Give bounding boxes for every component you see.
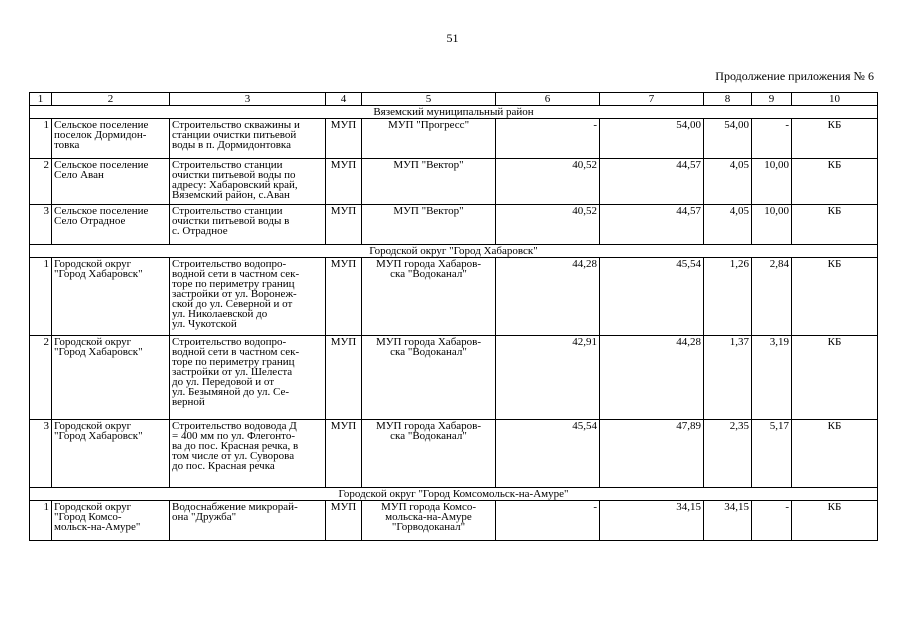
row-number: 1: [30, 119, 52, 159]
row-number: 3: [30, 205, 52, 245]
cell-line: ул. Безымяной до ул. Се-: [172, 386, 289, 398]
value-cell-9: -: [752, 501, 792, 541]
section-title: Городской округ "Город Комсомольск-на-Амуре": [30, 488, 878, 501]
cell-line: мольск-на-Амуре": [54, 521, 141, 533]
section-row: [30, 488, 878, 501]
cell-line: Сельское поселение: [54, 119, 149, 131]
cell-line: воды в п. Дормидонтовка: [172, 139, 291, 151]
cell-line: Строительство скважины и: [172, 119, 300, 131]
column-number: 6: [496, 93, 600, 106]
cell-line: мольска-на-Амуре: [385, 511, 472, 523]
table-row: [30, 205, 878, 245]
cell-line: торе по периметру границ: [172, 356, 295, 368]
cell-line: "Город Комсо-: [54, 511, 122, 523]
page-number: 51: [446, 31, 459, 45]
cell-line: застройки от ул. Воронеж-: [172, 288, 297, 300]
column-number: 7: [600, 93, 704, 106]
project-description-cell: [170, 159, 326, 205]
value-cell-9: 3,19: [752, 336, 792, 420]
funding-source-cell: КБ: [792, 258, 878, 336]
table-row: [30, 336, 878, 420]
value-cell-9: 10,00: [752, 159, 792, 205]
row-number: 1: [30, 501, 52, 541]
table-row: [30, 420, 878, 488]
section-row: [30, 245, 878, 258]
column-number: 8: [704, 93, 752, 106]
cell-line: она "Дружба": [172, 511, 237, 523]
org-type-cell: МУП: [326, 420, 362, 488]
cell-line: Сельское поселение: [54, 205, 149, 217]
value-cell-9: 5,17: [752, 420, 792, 488]
cell-line: МУП "Вектор": [393, 205, 464, 217]
cell-line: МУП города Комсо-: [381, 501, 476, 513]
cell-line: "Город Хабаровск": [54, 430, 143, 442]
funding-source-cell: КБ: [792, 501, 878, 541]
row-number: 2: [30, 159, 52, 205]
value-cell-9: 10,00: [752, 205, 792, 245]
municipality-cell: [52, 501, 170, 541]
cell-line: Село Аван: [54, 169, 104, 181]
org-type-cell: МУП: [326, 205, 362, 245]
organization-cell: [362, 336, 496, 420]
municipality-cell: [52, 420, 170, 488]
municipality-cell: [52, 205, 170, 245]
value-cell-6: 45,54: [496, 420, 600, 488]
cell-line: Городской округ: [54, 336, 132, 348]
value-cell-7: 44,28: [600, 336, 704, 420]
organization-cell: [362, 159, 496, 205]
value-cell-7: 45,54: [600, 258, 704, 336]
value-cell-6: 40,52: [496, 159, 600, 205]
org-type-cell: МУП: [326, 336, 362, 420]
column-number: 10: [792, 93, 878, 106]
table-row: [30, 119, 878, 159]
municipality-cell: [52, 336, 170, 420]
column-number: 9: [752, 93, 792, 106]
funding-source-cell: КБ: [792, 420, 878, 488]
project-description-cell: [170, 501, 326, 541]
value-cell-9: 2,84: [752, 258, 792, 336]
column-number: 4: [326, 93, 362, 106]
cell-line: адресу: Хабаровский край,: [172, 179, 298, 191]
municipality-cell: [52, 159, 170, 205]
cell-line: товка: [54, 139, 80, 151]
value-cell-6: 40,52: [496, 205, 600, 245]
cell-line: МУП "Вектор": [393, 159, 464, 171]
cell-line: ска "Водоканал": [390, 430, 467, 442]
municipality-cell: [52, 258, 170, 336]
project-description-cell: [170, 119, 326, 159]
cell-line: = 400 мм по ул. Флегонто-: [172, 430, 295, 442]
cell-line: МУП города Хабаров-: [375, 420, 482, 432]
column-number: 1: [30, 93, 52, 106]
row-number: 1: [30, 258, 52, 336]
cell-line: застройки от ул. Шелеста: [172, 366, 293, 378]
organization-cell: [362, 119, 496, 159]
value-cell-6: -: [496, 501, 600, 541]
continuation-label: Продолжение приложения № 6: [715, 69, 874, 83]
value-cell-8: 34,15: [704, 501, 752, 541]
value-cell-7: 47,89: [600, 420, 704, 488]
value-cell-8: 54,00: [704, 119, 752, 159]
municipality-cell: [52, 119, 170, 159]
cell-line: МУП "Прогресс": [387, 119, 470, 131]
organization-cell: [362, 258, 496, 336]
cell-line: Строительство станции: [172, 159, 283, 171]
cell-line: верной: [172, 396, 205, 408]
funding-source-cell: КБ: [792, 205, 878, 245]
cell-line: ул. Николаевской до: [172, 308, 268, 320]
cell-line: водной сети в частном сек-: [172, 268, 300, 280]
table-body: [30, 93, 878, 541]
row-number: 2: [30, 336, 52, 420]
project-description-cell: [170, 258, 326, 336]
value-cell-6: 44,28: [496, 258, 600, 336]
cell-line: Сельское поселение: [54, 159, 149, 171]
table-row: [30, 501, 878, 541]
value-cell-8: 4,05: [704, 205, 752, 245]
cell-line: ва до пос. Красная речка, в: [172, 440, 299, 452]
cell-line: поселок Дормидон-: [54, 129, 147, 141]
table-row: [30, 159, 878, 205]
project-description-cell: [170, 420, 326, 488]
value-cell-8: 2,35: [704, 420, 752, 488]
organization-cell: [362, 420, 496, 488]
table-row: [30, 258, 878, 336]
cell-line: ска "Водоканал": [390, 346, 467, 358]
cell-line: Городской округ: [54, 258, 132, 270]
column-number-row: [30, 93, 878, 106]
value-cell-8: 4,05: [704, 159, 752, 205]
section-row: [30, 106, 878, 119]
cell-line: очистки питьевой воды в: [172, 215, 290, 227]
value-cell-6: -: [496, 119, 600, 159]
cell-line: с. Отрадное: [172, 225, 228, 237]
cell-line: Вяземский район, с.Аван: [172, 189, 290, 201]
cell-line: до пос. Красная речка: [172, 460, 275, 472]
cell-line: Строительство водопро-: [172, 258, 287, 270]
cell-line: торе по периметру границ: [172, 278, 295, 290]
row-number: 3: [30, 420, 52, 488]
funding-source-cell: КБ: [792, 119, 878, 159]
cell-line: МУП города Хабаров-: [375, 336, 482, 348]
cell-line: Строительство водовода Д: [172, 420, 297, 432]
organization-cell: [362, 501, 496, 541]
column-number: 2: [52, 93, 170, 106]
data-table: [29, 92, 878, 541]
org-type-cell: МУП: [326, 119, 362, 159]
cell-line: Строительство станции: [172, 205, 283, 217]
cell-line: очистки питьевой воды по: [172, 169, 296, 181]
cell-line: до ул. Передовой и от: [172, 376, 275, 388]
cell-line: Село Отрадное: [54, 215, 126, 227]
column-number: 5: [362, 93, 496, 106]
cell-line: МУП города Хабаров-: [375, 258, 482, 270]
column-number: 3: [170, 93, 326, 106]
organization-cell: [362, 205, 496, 245]
value-cell-8: 1,26: [704, 258, 752, 336]
project-description-cell: [170, 336, 326, 420]
value-cell-7: 34,15: [600, 501, 704, 541]
cell-line: "Горводоканал": [391, 521, 466, 533]
project-description-cell: [170, 205, 326, 245]
cell-line: станции очистки питьевой: [172, 129, 297, 141]
org-type-cell: МУП: [326, 501, 362, 541]
section-title: Вяземский муниципальный район: [30, 106, 878, 119]
value-cell-8: 1,37: [704, 336, 752, 420]
cell-line: том числе от ул. Суворова: [172, 450, 295, 462]
cell-line: Городской округ: [54, 420, 132, 432]
section-title: Городской округ "Город Хабаровск": [30, 245, 878, 258]
value-cell-7: 44,57: [600, 205, 704, 245]
funding-source-cell: КБ: [792, 336, 878, 420]
org-type-cell: МУП: [326, 258, 362, 336]
value-cell-9: -: [752, 119, 792, 159]
cell-line: "Город Хабаровск": [54, 346, 143, 358]
value-cell-7: 44,57: [600, 159, 704, 205]
cell-line: ской до ул. Северной и от: [172, 298, 293, 310]
org-type-cell: МУП: [326, 159, 362, 205]
cell-line: Водоснабжение микрорай-: [172, 501, 298, 513]
value-cell-7: 54,00: [600, 119, 704, 159]
funding-source-cell: КБ: [792, 159, 878, 205]
cell-line: ска "Водоканал": [390, 268, 467, 280]
cell-line: "Город Хабаровск": [54, 268, 143, 280]
cell-line: ул. Чукотской: [172, 318, 237, 330]
cell-line: Городской округ: [54, 501, 132, 513]
cell-line: Строительство водопро-: [172, 336, 287, 348]
value-cell-6: 42,91: [496, 336, 600, 420]
cell-line: водной сети в частном сек-: [172, 346, 300, 358]
